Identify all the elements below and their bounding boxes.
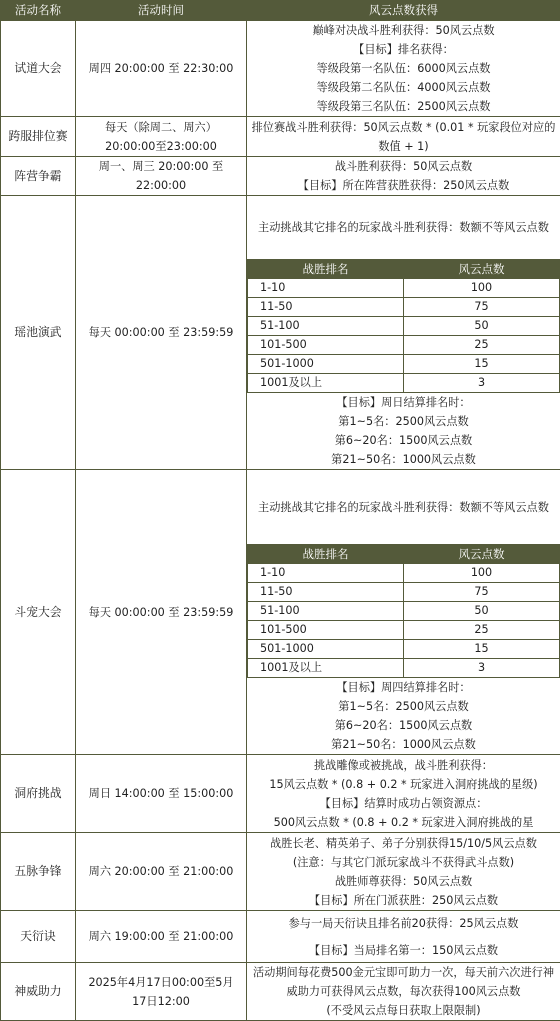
rank-header: 战胜排名 xyxy=(248,545,404,564)
event-reward xyxy=(247,21,560,117)
reward-line: 活动期间每花费500金元宝即可助力一次，每天前六次进行神威助力可获得风云点数，每次获得100风云点数 xyxy=(247,963,560,1001)
reward-line: 【目标】所在阵营获胜获得：250风云点数 xyxy=(247,176,560,195)
reward-line: (注意：与其它门派玩家战斗不获得武斗点数) xyxy=(247,853,560,872)
reward-line: 等级段第二名队伍：4000风云点数 xyxy=(247,78,560,97)
reward-line: 【目标】所在门派获胜：250风云点数 xyxy=(247,891,560,910)
event-reward xyxy=(247,911,560,963)
event-name: 瑶池演武 xyxy=(1,196,76,470)
reward-line: 第21~50名：1000风云点数 xyxy=(247,450,560,469)
rank-row: 51-100 50 xyxy=(248,602,560,621)
event-time: 每天 00:00:00 至 23:59:59 xyxy=(76,470,247,755)
rank-row: 501-1000 15 xyxy=(248,640,560,659)
event-row-shenwei xyxy=(1,963,560,1021)
event-row-dongfu xyxy=(1,755,560,833)
reward-line: 【目标】当局排名第一：150风云点数 xyxy=(247,941,560,960)
header-row xyxy=(1,1,560,21)
event-time: 周六 20:00:00 至 21:00:00 xyxy=(76,833,247,911)
event-row-shidao xyxy=(1,21,560,117)
reward-line: 战斗胜利获得：50风云点数 xyxy=(247,157,560,176)
reward-line: 参与一局天衍诀且排名前20获得：25风云点数 xyxy=(247,914,560,933)
event-reward xyxy=(247,196,560,470)
event-time: 每天 00:00:00 至 23:59:59 xyxy=(76,196,247,470)
reward-line: 挑战雕像或被挑战，战斗胜利获得： xyxy=(247,756,560,775)
rank-row: 11-50 75 xyxy=(248,583,560,602)
points-header: 风云点数 xyxy=(404,259,560,278)
event-row-douchong xyxy=(1,470,560,755)
event-reward xyxy=(247,755,560,833)
rank-table xyxy=(247,259,560,393)
event-time: 周一、周三 20:00:00 至 22:00:00 xyxy=(76,157,247,196)
reward-intro: 主动挑战其它排名的玩家战斗胜利获得：数额不等风云点数 xyxy=(247,470,560,544)
reward-line: 500风云点数 * (0.8 + 0.2 * 玩家进入洞府挑战的星 xyxy=(247,813,560,832)
rank-row: 1-10 100 xyxy=(248,278,560,297)
event-reward xyxy=(247,833,560,911)
event-time: 周日 14:00:00 至 15:00:00 xyxy=(76,755,247,833)
event-reward xyxy=(247,963,560,1021)
reward-intro: 主动挑战其它排名的玩家战斗胜利获得：数额不等风云点数 xyxy=(247,197,560,259)
reward-line: 战胜师尊获得：50风云点数 xyxy=(247,872,560,891)
reward-line: 第1~5名：2500风云点数 xyxy=(247,697,560,716)
rank-row: 1001及以上 3 xyxy=(248,373,560,392)
event-name: 跨服排位赛 xyxy=(1,117,76,157)
reward-line: (不受风云点每日获取上限限制) xyxy=(247,1001,560,1020)
event-reward xyxy=(247,157,560,196)
reward-line: 【目标】周日结算排名时： xyxy=(247,393,560,412)
event-name: 天衍诀 xyxy=(1,911,76,963)
event-time: 周六 19:00:00 至 21:00:00 xyxy=(76,911,247,963)
event-time: 每天（除周二、周六） 20:00:00至23:00:00 xyxy=(76,117,247,157)
rank-row: 51-100 50 xyxy=(248,316,560,335)
reward-line: 15风云点数 * (0.8 + 0.2 * 玩家进入洞府挑战的星级) xyxy=(247,775,560,794)
event-row-wumai xyxy=(1,833,560,911)
event-name: 神威助力 xyxy=(1,963,76,1021)
event-name: 五脉争锋 xyxy=(1,833,76,911)
event-reward xyxy=(247,470,560,755)
points-header: 风云点数 xyxy=(404,545,560,564)
rank-row: 1001及以上 3 xyxy=(248,659,560,678)
rank-row: 501-1000 15 xyxy=(248,354,560,373)
event-time: 2025年4月17日00:00至5月 17日12:00 xyxy=(76,963,247,1021)
reward-line: 第6~20名：1500风云点数 xyxy=(247,716,560,735)
reward-line: 第6~20名：1500风云点数 xyxy=(247,431,560,450)
reward-line: 第1~5名：2500风云点数 xyxy=(247,412,560,431)
reward-line: 【目标】排名获得： xyxy=(247,40,560,59)
event-time: 周四 20:00:00 至 22:30:00 xyxy=(76,21,247,117)
reward-line: 第21~50名：1000风云点数 xyxy=(247,735,560,754)
event-row-yaochi xyxy=(1,196,560,470)
rank-row: 101-500 25 xyxy=(248,621,560,640)
reward-line: 【目标】结算时成功占领资源点： xyxy=(247,794,560,813)
header-activity-name: 活动名称 xyxy=(1,1,76,21)
rank-table xyxy=(247,544,560,678)
rank-row: 1-10 100 xyxy=(248,564,560,583)
event-name: 斗宠大会 xyxy=(1,470,76,755)
event-row-zhenying xyxy=(1,157,560,196)
event-name: 试道大会 xyxy=(1,21,76,117)
rank-row: 101-500 25 xyxy=(248,335,560,354)
reward-line: 战胜长老、精英弟子、弟子分别获得15/10/5风云点数 xyxy=(247,834,560,853)
reward-line: 等级段第一名队伍：6000风云点数 xyxy=(247,59,560,78)
event-row-tianyan xyxy=(1,911,560,963)
reward-line: 排位赛战斗胜利获得：50风云点数 * (0.01 * 玩家段位对应的数值 + 1) xyxy=(247,118,560,156)
reward-line: 等级段第三名队伍：2500风云点数 xyxy=(247,97,560,116)
header-points-earned: 风云点数获得 xyxy=(247,1,560,21)
event-name: 阵营争霸 xyxy=(1,157,76,196)
reward-line: 【目标】周四结算排名时： xyxy=(247,678,560,697)
rank-row: 11-50 75 xyxy=(248,297,560,316)
rank-header: 战胜排名 xyxy=(248,259,404,278)
event-name: 洞府挑战 xyxy=(1,755,76,833)
event-row-kuafu xyxy=(1,117,560,157)
reward-line: 巅峰对决战斗胜利获得：50风云点数 xyxy=(247,21,560,40)
header-activity-time: 活动时间 xyxy=(76,1,247,21)
event-reward xyxy=(247,117,560,157)
